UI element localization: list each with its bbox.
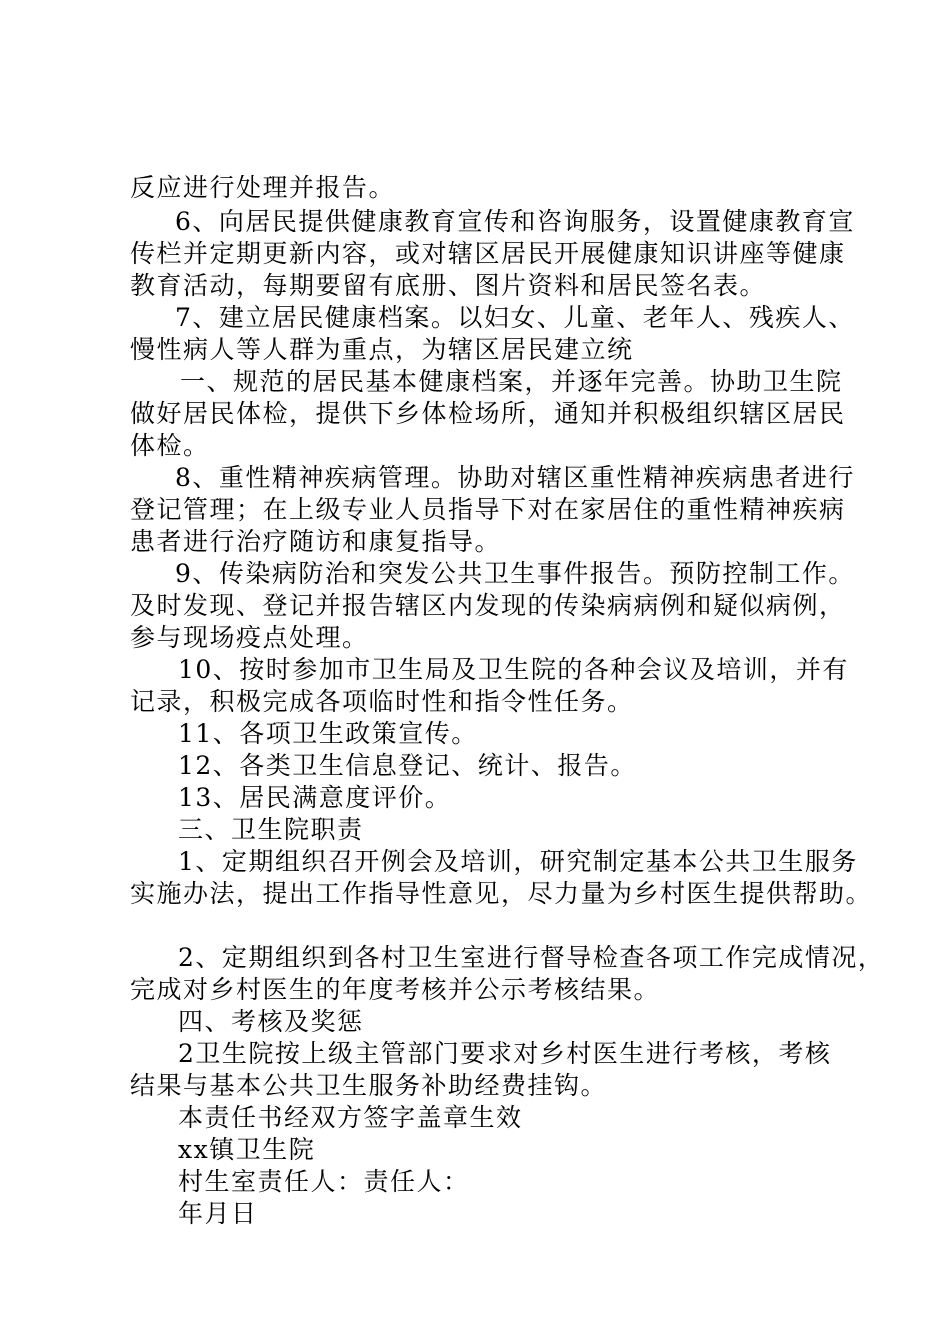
text-line: 记录，积极完成各项临时性和指令性任务。	[130, 687, 634, 716]
text-line: xx镇卫生院	[178, 1135, 316, 1164]
text-line: 1、定期组织召开例会及培训，研究制定基本公共卫生服务	[178, 847, 858, 876]
text-line: 完成对乡村医生的年度考核并公示考核结果。	[130, 975, 661, 1004]
text-line: 三、卫生院职责	[178, 815, 364, 844]
text-line: 结果与基本公共卫生服务补助经费挂钩。	[130, 1071, 608, 1100]
text-line: 登记管理；在上级专业人员指导下对在家居住的重性精神疾病	[130, 495, 846, 524]
text-line: 教育活动，每期要留有底册、图片资料和居民签名表。	[130, 271, 767, 300]
text-line: 做好居民体检，提供下乡体检场所，通知并积极组织辖区居民	[130, 399, 846, 428]
text-line: 13、居民满意度评价。	[178, 783, 452, 812]
text-line: 6、向居民提供健康教育宣传和咨询服务，设置健康教育宣	[175, 207, 855, 236]
text-line: 2、定期组织到各村卫生室进行督导检查各项工作完成情况，	[178, 943, 885, 972]
text-line: 本责任书经双方签字盖章生效	[178, 1103, 523, 1132]
text-line: 8、重性精神疾病管理。协助对辖区重性精神疾病患者进行	[175, 463, 855, 492]
text-line: 实施办法，提出工作指导性意见，尽力量为乡村医生提供帮助。	[130, 879, 873, 908]
text-line: 慢性病人等人群为重点，为辖区居民建立统	[130, 335, 634, 364]
text-line: 反应进行处理并报告。	[130, 173, 396, 202]
text-line: 11、各项卫生政策宣传。	[178, 719, 478, 748]
text-line: 传栏并定期更新内容，或对辖区居民开展健康知识讲座等健康	[130, 239, 846, 268]
text-line: 7、建立居民健康档案。以妇女、儿童、老年人、残疾人、	[175, 303, 855, 332]
text-line: 12、各类卫生信息登记、统计、报告。	[178, 751, 637, 780]
text-line: 四、考核及奖惩	[178, 1007, 364, 1036]
text-line: 一、规范的居民基本健康档案，并逐年完善。协助卫生院	[180, 367, 843, 396]
text-line: 患者进行治疗随访和康复指导。	[130, 527, 502, 556]
text-line: 体检。	[130, 431, 210, 460]
text-line: 年月日	[178, 1199, 258, 1228]
text-line: 10、按时参加市卫生局及卫生院的各种会议及培训，并有	[178, 655, 849, 684]
text-line: 参与现场疫点处理。	[130, 623, 369, 652]
text-line: 及时发现、登记并报告辖区内发现的传染病病例和疑似病例，	[130, 591, 846, 620]
text-line: 9、传染病防治和突发公共卫生事件报告。预防控制工作。	[175, 559, 855, 588]
text-line: 村生室责任人：责任人：	[178, 1167, 470, 1196]
text-line: 2卫生院按上级主管部门要求对乡村医生进行考核，考核	[178, 1039, 832, 1068]
